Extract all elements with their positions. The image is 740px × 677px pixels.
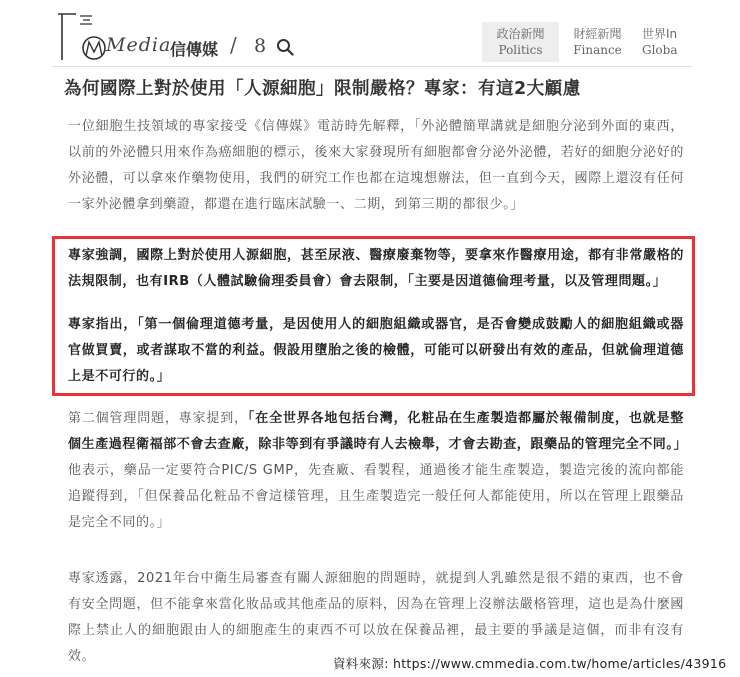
nav-global-en: Globa	[642, 43, 678, 57]
article-paragraph-2: 專家強調，國際上對於使用人源細胞，甚至尿液、醫療廢棄物等，要拿來作醫療用途，都有非常嚴格的法規限制，也有IRB（人體試驗倫理委員會）會去限制，「主要是因道德倫理考量，以及管理問題。」	[68, 248, 684, 289]
article-paragraph-1: 一位細胞生技領域的專家接受《信傳媒》電訪時先解釋，「外泌體簡單講就是細胞分泌到外面的東西，以前的外泌體只用來作為癌細胞的標示，後來大家發現所有細胞都會分泌外泌體，若好的細胞分泌好的外泌體，可以拿來作藥物使用，我們的研究工作也都在這塊想辦法，但一直到今天，國際上還沒有任何一家外泌體拿到藥證，都還在進行臨床試驗一、二期，到第三期的都很少。」	[68, 119, 684, 212]
nav-finance[interactable]	[559, 22, 636, 62]
article-title: 為何國際上對於使用「人源細胞」限制嚴格？專家：有這2大顧慮	[64, 79, 581, 99]
article-paragraph-3: 專家指出，「第一個倫理道德考量，是因使用人的細胞組織或器官，是否會變成鼓勵人的細胞組織或器官做買賣，或者謀取不當的利益。假設用墮胎之後的檢體，可能可以研發出有效的產品，但就倫理道德上是不可行的。」	[68, 317, 684, 384]
article-paragraph-4	[68, 406, 688, 536]
nav-politics[interactable]	[482, 22, 559, 62]
site-header	[0, 0, 740, 64]
nav-global[interactable]	[636, 22, 688, 62]
nav-politics-en: Politics	[498, 43, 543, 57]
search-icon[interactable]	[276, 38, 294, 56]
article-paragraph-5: 專家透露，2021年台中衛生局審查有關人源細胞的問題時，就提到人乳雖然是很不錯的東西，也不會有安全問題，但不能拿來當化妝品或其他產品的原料，因為在管理上沒辦法嚴格管理，這也是為什麼國際上禁止人的細胞跟由人的細胞產生的東西不可以放在保養品裡，最主要的爭議是這個，而非有沒有效。	[68, 571, 684, 664]
p4-end: 他表示，藥品一定要符合PIC/S GMP，先查廠、看製程，通過後才能生產製造，製造完後的流向都能追蹤得到，「但保養品化粧品不會這樣管理，且生產製造完一般任何人都能使用，所以在管理上跟藥品是完全不同的。」	[68, 463, 684, 530]
nav-global-zh: 世界In	[642, 27, 678, 41]
nav-finance-en: Finance	[573, 43, 622, 57]
top-nav	[482, 22, 688, 62]
nav-finance-zh: 財經新聞	[573, 27, 622, 41]
p4-bold: 「在全世界各地包括台灣，化粧品在生產製造都屬於報備制度，也就是整個生產過程衛福部不會去查廠，除非等到有爭議時有人去檢舉，才會去勘查，跟藥品的管理完全不同。」	[68, 411, 688, 452]
divider-slash: /	[230, 33, 237, 57]
nav-politics-zh: 政治新聞	[496, 27, 545, 41]
source-caption: 資料來源: https://www.cmmedia.com.tw/home/articles/43916	[333, 656, 727, 671]
brand-name[interactable]: 信傳媒	[170, 40, 219, 59]
header-divider	[52, 66, 692, 67]
logo-text[interactable]: Media	[106, 34, 172, 56]
eight-logo[interactable]: 8	[254, 35, 267, 57]
p4-start: 第二個管理問題，專家提到，	[68, 411, 248, 426]
